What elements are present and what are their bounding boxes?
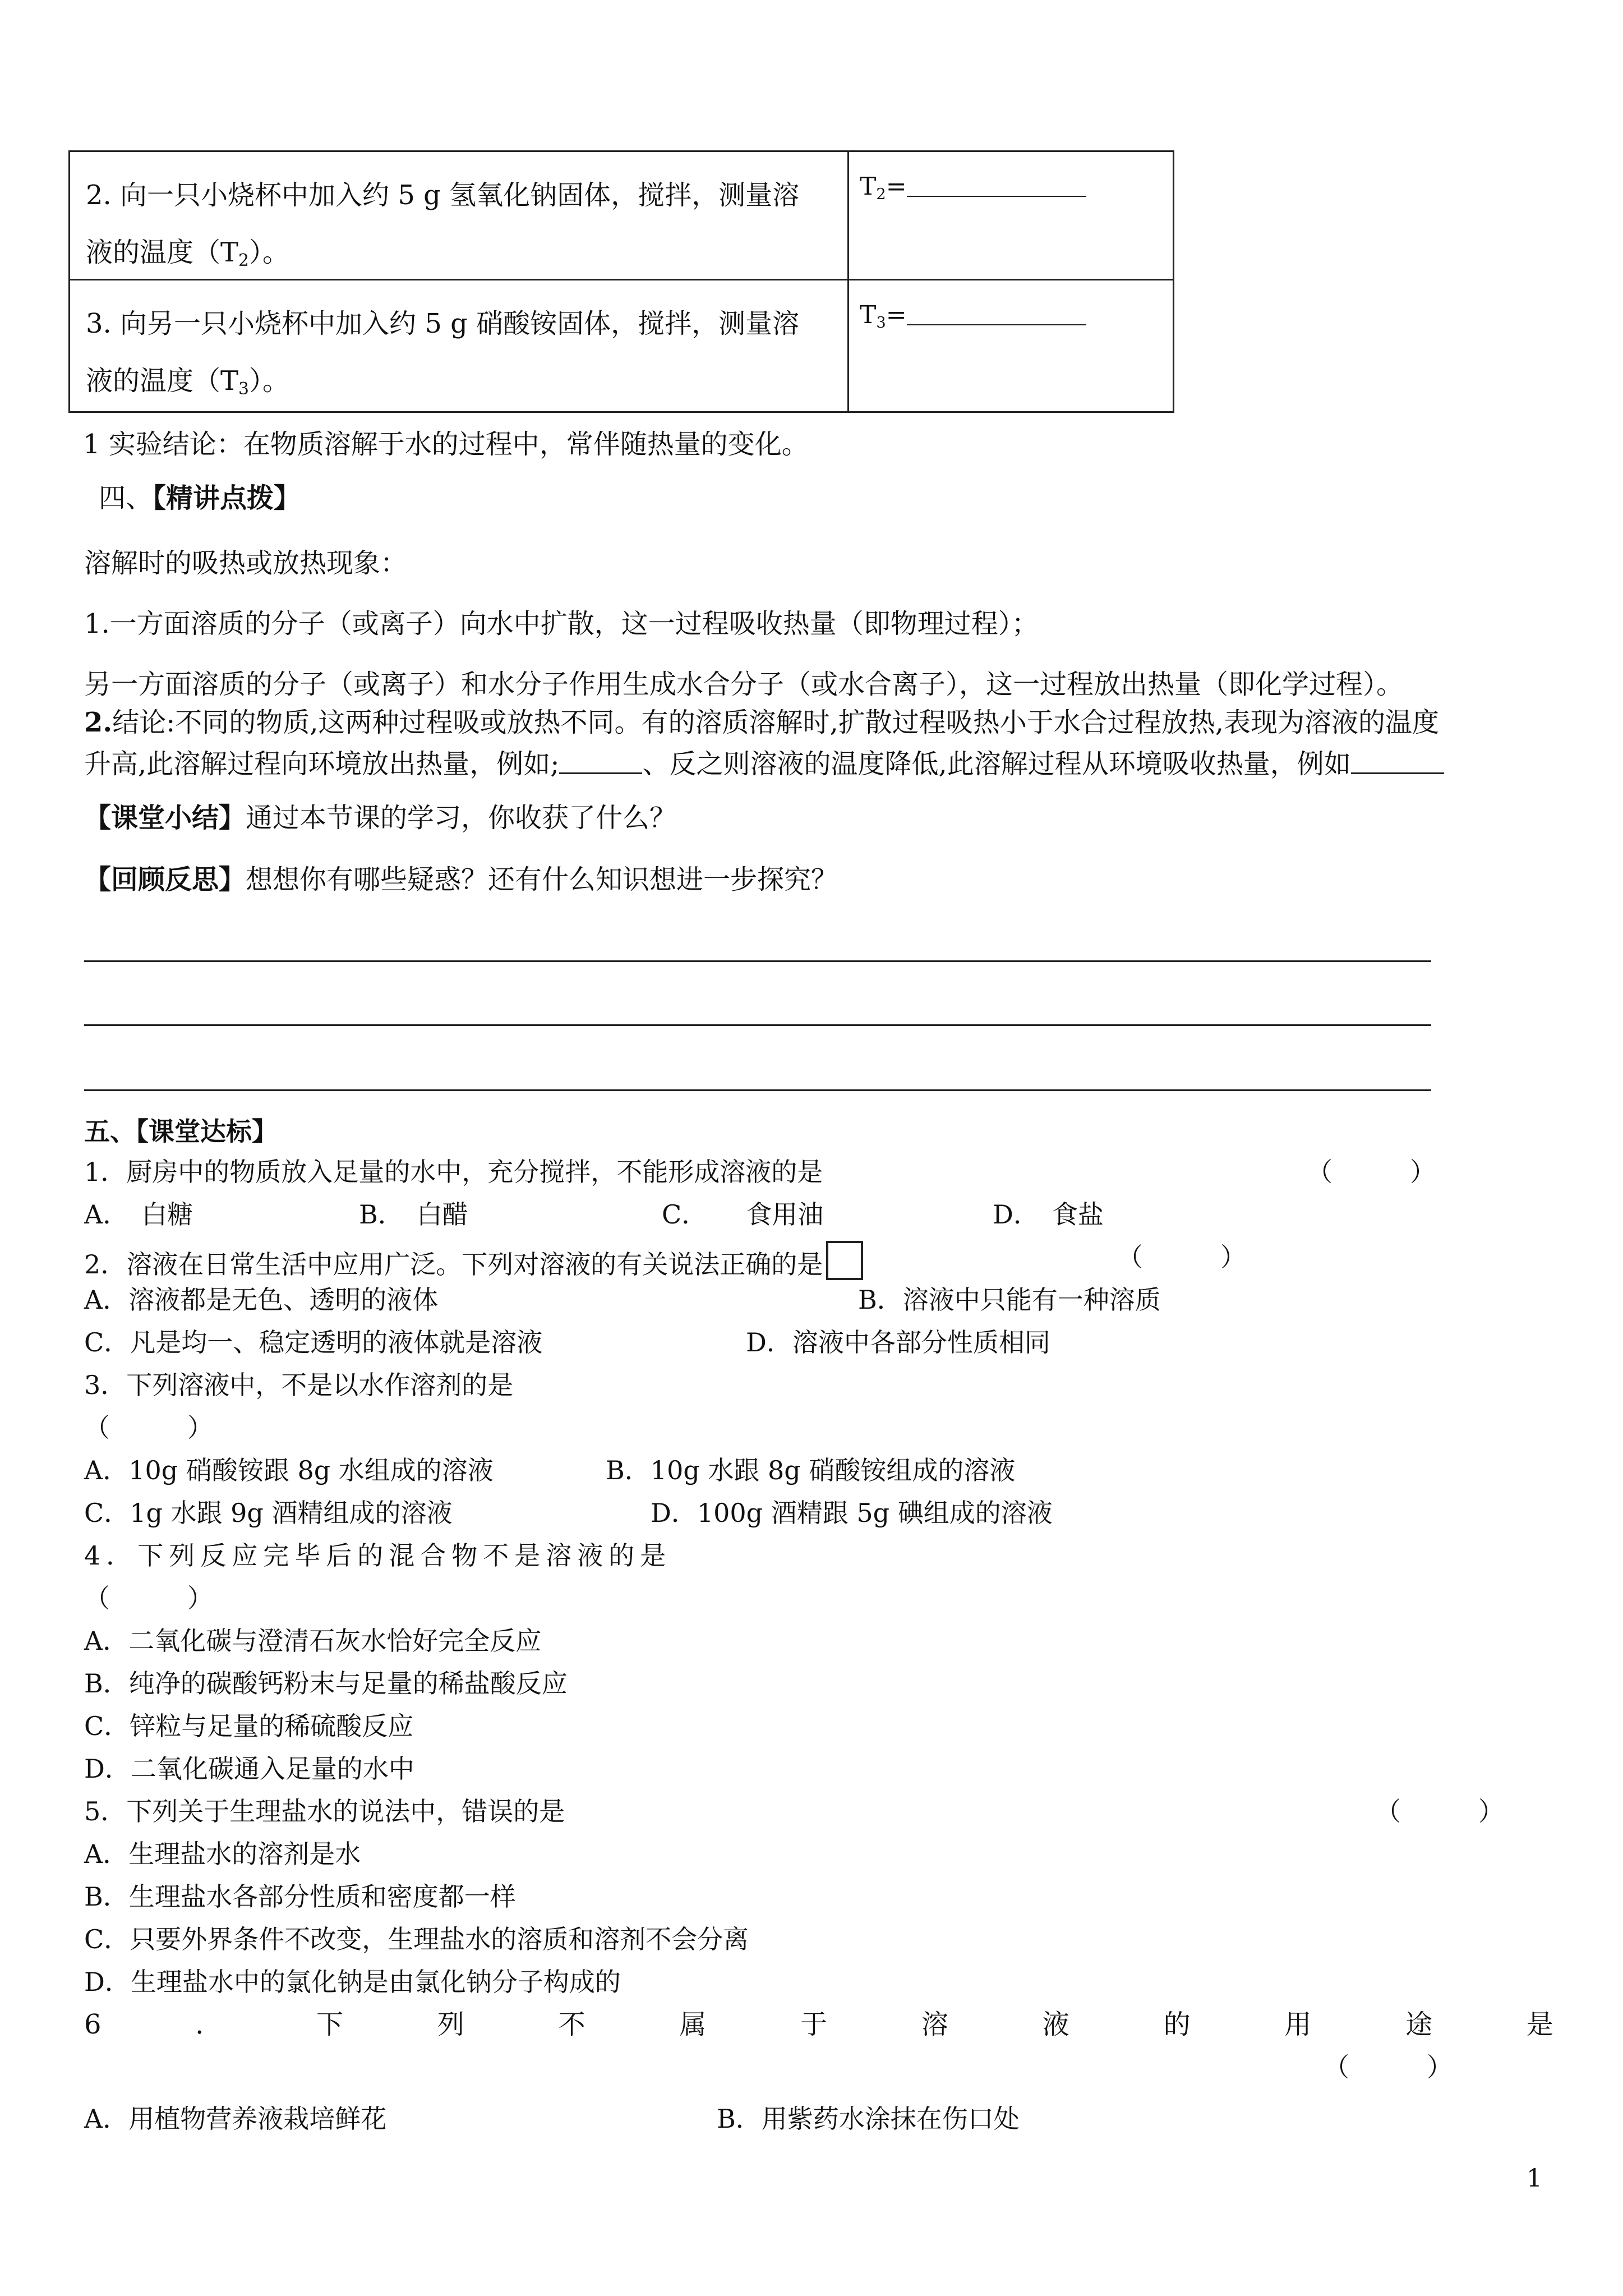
step-2-text-line1: 2. 向一只小烧杯中加入约 5 g 氢氧化钠固体，搅拌，测量溶 [86, 180, 800, 211]
section-4-conclusion-line2: 升高,此溶解过程向环境放出热量，例如; 、反之则溶液的温度降低,此溶解过程从环境吸收热量，例如 [84, 747, 1444, 781]
question-2-option-d[interactable]: D．溶液中各部分性质相同 [746, 1327, 1050, 1358]
step-3-text-line2: 液的温度$(T_3)$。 [86, 365, 289, 399]
question-1-answer-bracket[interactable]: （ ） [1307, 1157, 1436, 1187]
question-4-option-d[interactable]: D．二氧化碳通入足量的水中 [84, 1754, 414, 1784]
question-5-option-b[interactable]: B．生理盐水各部分性质和密度都一样 [84, 1881, 516, 1912]
step-3-text-line1: 3. 向另一只小烧杯中加入约 5 g 硝酸铵固体，搅拌，测量溶 [86, 308, 800, 339]
section-4-intro: 溶解时的吸热或放热现象： [84, 547, 408, 579]
step-2-text-line2: 液的温度$(T_2)$。 [86, 237, 289, 270]
question-5-option-d[interactable]: D．生理盐水中的氯化钠是由氯化钠分子构成的 [84, 1967, 621, 1997]
question-3-stem: 3．下列溶液中，不是以水作溶剂的是 [84, 1370, 514, 1400]
answer-line[interactable] [84, 1089, 1431, 1091]
question-4-option-a[interactable]: A．二氧化碳与澄清石灰水恰好完全反应 [84, 1626, 542, 1656]
question-3-option-a[interactable]: A．10g 硝酸铵跟 8g 水组成的溶液 [84, 1455, 494, 1485]
question-3-option-d[interactable]: D．100g 酒精跟 5g 碘组成的溶液 [651, 1498, 1053, 1528]
lesson-summary: 【课堂小结】通过本节课的学习，你收获了什么？ [84, 802, 677, 834]
section-4-heading: 四、【精讲点拨】 [99, 482, 301, 514]
question-2-answer-bracket[interactable]: （ ） [1117, 1242, 1246, 1272]
table-row [70, 280, 1173, 413]
experiment-conclusion: 1 实验结论：在物质溶解于水的过程中，常伴随热量的变化。 [83, 429, 809, 460]
example-exothermic-blank[interactable] [559, 748, 642, 774]
question-2-stem: 2．溶液在日常生活中应用广泛。下列对溶液的有关说法正确的是 [84, 1241, 863, 1281]
question-4-answer-bracket[interactable]: （ ） [84, 1583, 213, 1613]
example-endothermic-blank[interactable] [1351, 748, 1444, 774]
question-3-option-c[interactable]: C．1g 水跟 9g 酒精组成的溶液 [84, 1498, 453, 1528]
reflection-prompt: 【回顾反思】想想你有哪些疑惑？还有什么知识想进一步探究？ [84, 864, 838, 895]
table-row [70, 152, 1173, 280]
t2-answer-blank[interactable] [907, 173, 1086, 197]
section-4-paragraph-2: 另一方面溶质的分子（或离子）和水分子作用生成水合分子（或水合离子），这一过程放出热量（即化学过程）。 [84, 669, 1404, 700]
question-6-option-b[interactable]: B．用紫药水涂抹在伤口处 [717, 2104, 1020, 2134]
answer-line[interactable] [84, 1024, 1431, 1026]
question-4-stem: 4．下列反应完毕后的混合物不是溶液的是 [84, 1540, 672, 1571]
question-6-stem: 6 ． 下 列 不 属 于 溶 液 的 用 途 是 [84, 2009, 1553, 2040]
question-4-option-c[interactable]: C．锌粒与足量的稀硫酸反应 [84, 1711, 414, 1741]
t2-result-field[interactable]: $T_2=$ [860, 172, 1086, 201]
question-5-option-a[interactable]: A．生理盐水的溶剂是水 [84, 1839, 361, 1869]
answer-line[interactable] [84, 960, 1431, 962]
section-4-paragraph-1: 1.一方面溶质的分子（或离子）向水中扩散，这一过程吸收热量（即物理过程）； [84, 608, 1039, 639]
section-4-conclusion-line1: 2.结论:不同的物质,这两种过程吸或放热不同。有的溶质溶解时,扩散过程吸热小于水合过程放热,表现为溶液的温度 [84, 707, 1440, 738]
page-number: 1 [1527, 2164, 1542, 2193]
t3-result-field[interactable]: $T_3=$ [860, 301, 1086, 329]
question-1-option-d[interactable]: D． 食盐 [993, 1199, 1104, 1230]
question-4-option-b[interactable]: B．纯净的碳酸钙粉末与足量的稀盐酸反应 [84, 1668, 568, 1699]
question-5-stem: 5．下列关于生理盐水的说法中，错误的是 [84, 1796, 565, 1826]
question-1-stem: 1．厨房中的物质放入足量的水中，充分搅拌，不能形成溶液的是 [84, 1157, 823, 1187]
question-1-option-b[interactable]: B． 白醋 [359, 1199, 468, 1230]
question-6-answer-bracket[interactable]: （ ） [1324, 2052, 1453, 2082]
question-5-option-c[interactable]: C．只要外界条件不改变，生理盐水的溶质和溶剂不会分离 [84, 1924, 749, 1954]
question-2-option-a[interactable]: A．溶液都是无色、透明的液体 [84, 1285, 439, 1315]
t3-answer-blank[interactable] [907, 302, 1086, 325]
question-3-answer-bracket[interactable]: （ ） [84, 1412, 213, 1443]
question-1-option-a[interactable]: A． 白糖 [84, 1199, 193, 1230]
section-5-heading: 五、【课堂达标】 [84, 1116, 278, 1147]
question-2-option-c[interactable]: C．凡是均一、稳定透明的液体就是溶液 [84, 1327, 543, 1358]
question-6-option-a[interactable]: A．用植物营养液栽培鲜花 [84, 2104, 387, 2134]
question-3-option-b[interactable]: B．10g 水跟 8g 硝酸铵组成的溶液 [606, 1455, 1016, 1485]
answer-checkbox[interactable] [826, 1241, 863, 1280]
question-5-answer-bracket[interactable]: （ ） [1375, 1796, 1504, 1826]
question-2-option-b[interactable]: B．溶液中只能有一种溶质 [858, 1285, 1161, 1315]
experiment-table [68, 150, 1174, 413]
question-1-option-c[interactable]: C． 食用油 [662, 1199, 824, 1230]
